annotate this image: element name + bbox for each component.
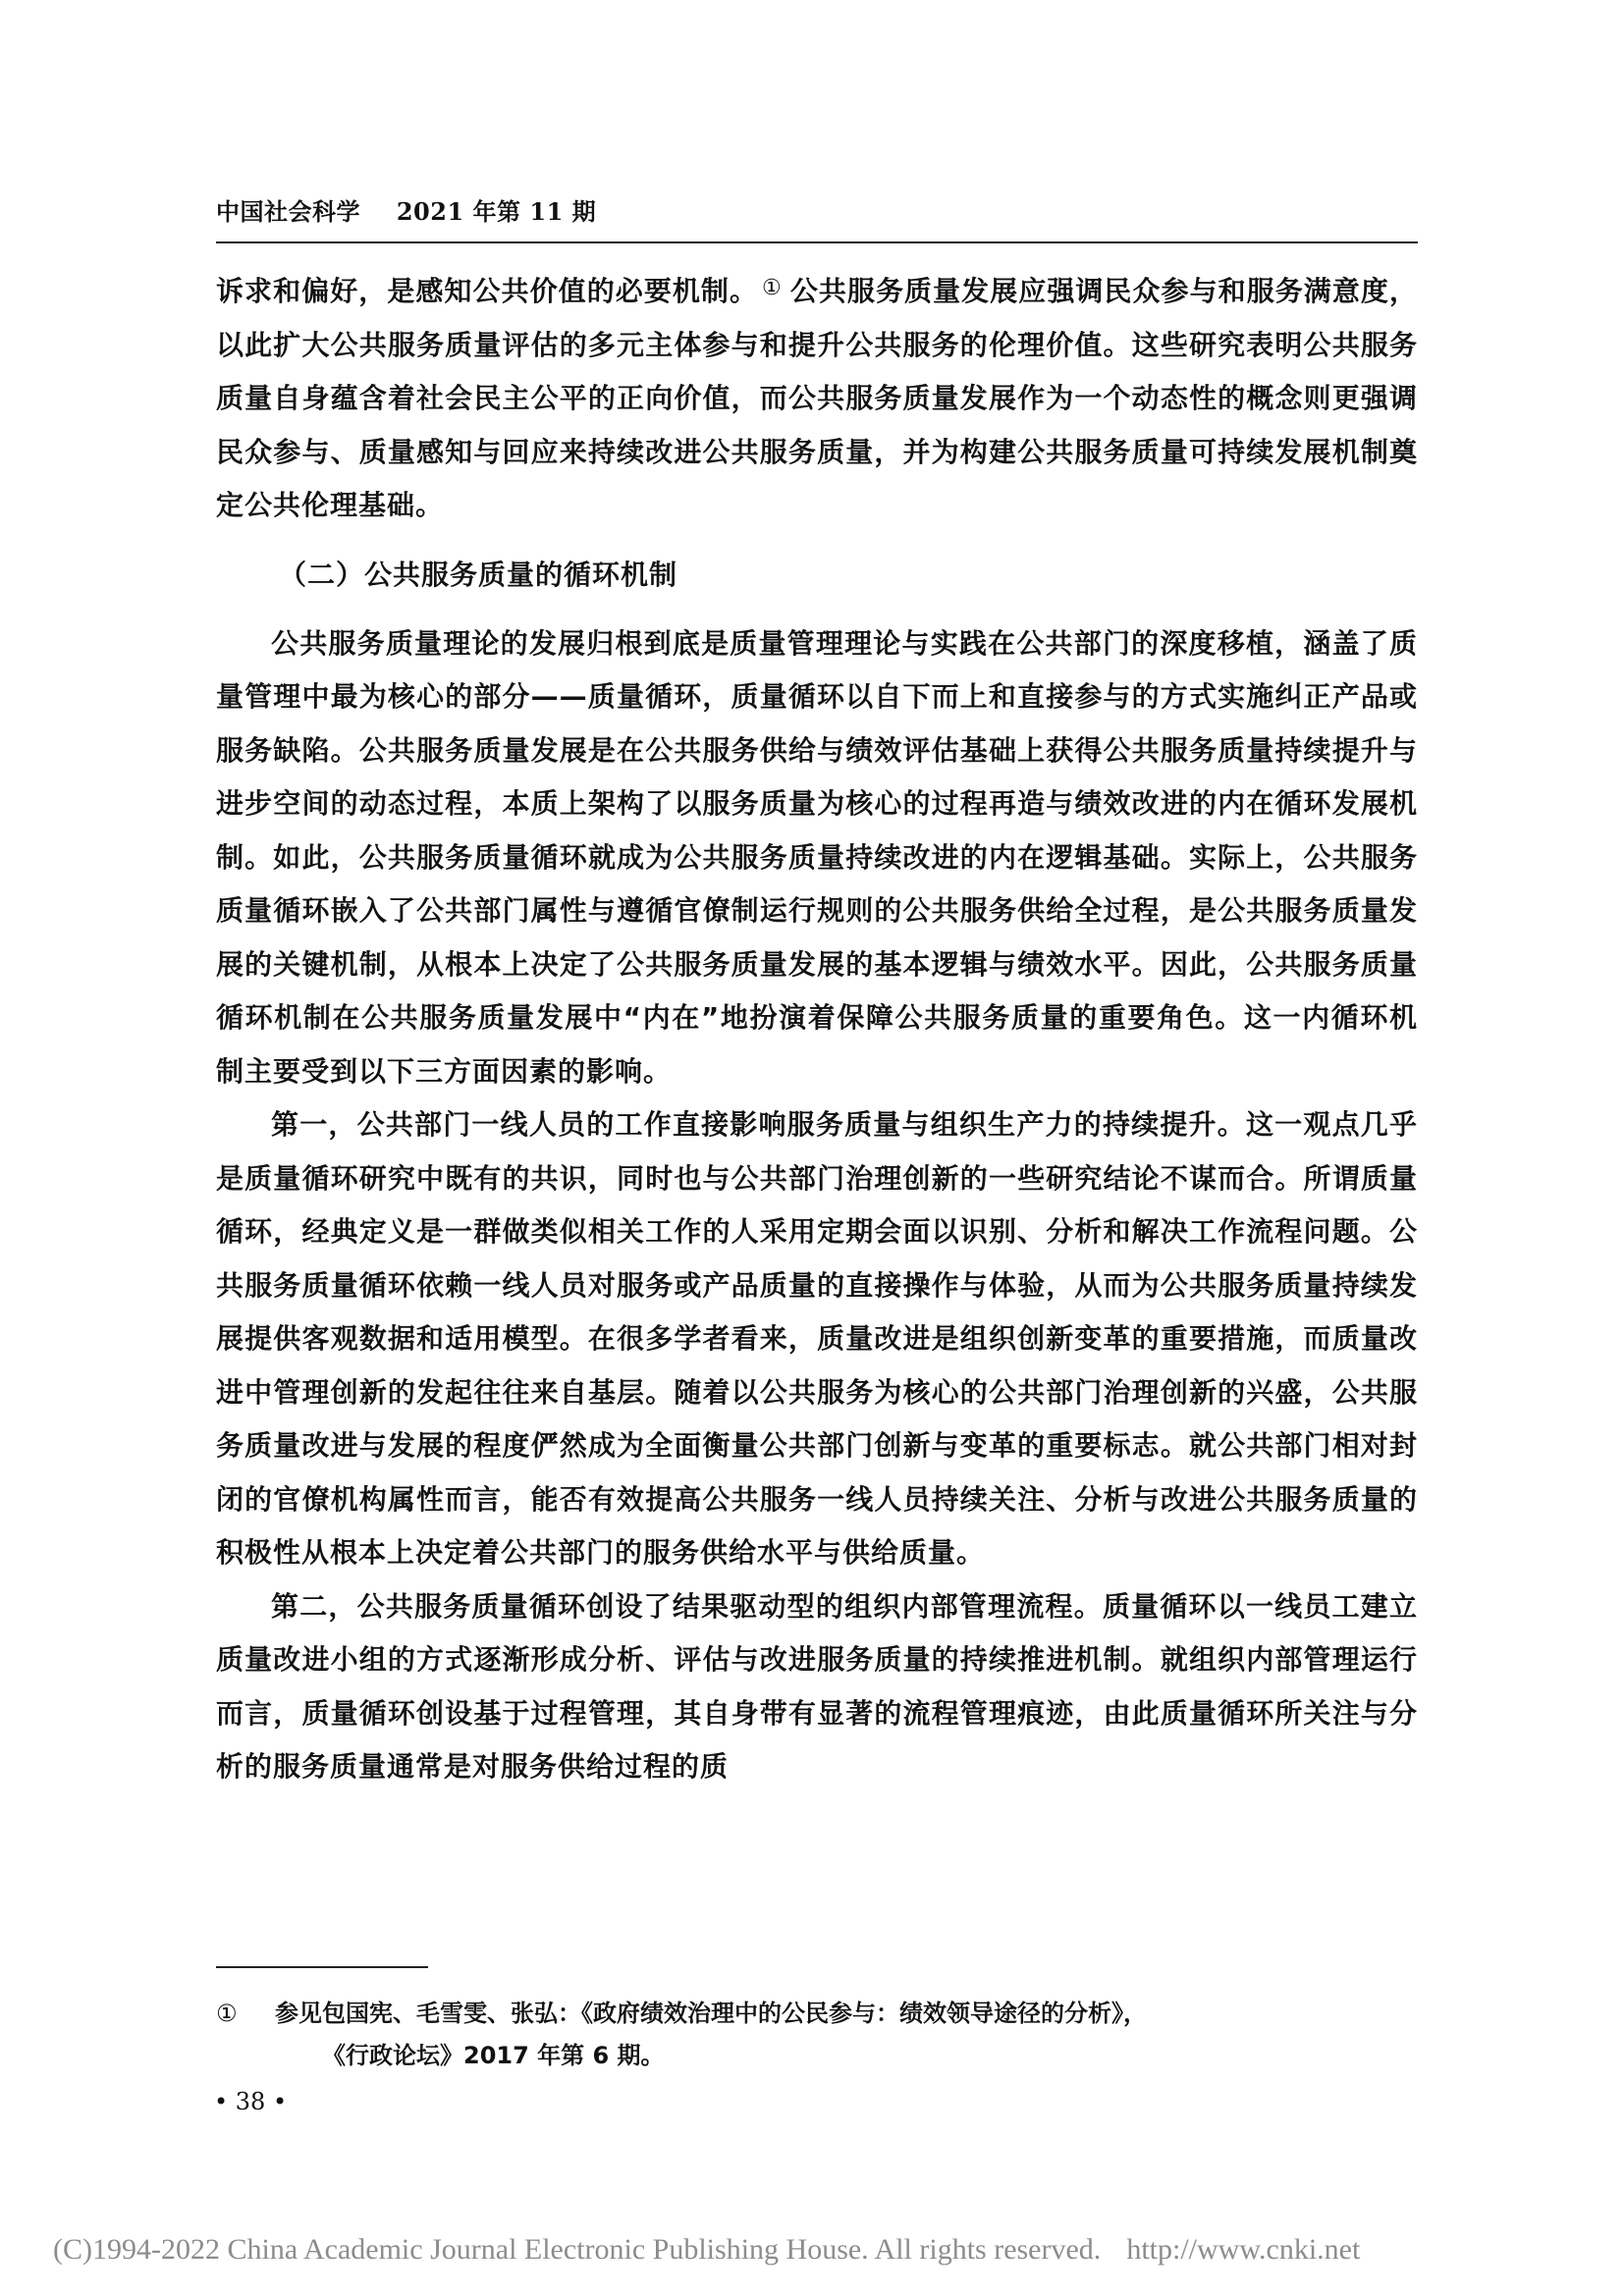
paragraph: 公共服务质量理论的发展归根到底是质量管理理论与实践在公共部门的深度移植，涵盖了质量管理中最为核心的部分——质量循环，质量循环以自下而上和直接参与的方式实施纠正产品或服务缺陷。公共服务质量发展是在公共服务供给与绩效评估基础上获得公共服务质量持续提升与进步空间的动态过程，本质上架构了以服务质量为核心的过程再造与绩效改进的内在循环发展机制。如此，公共服务质量循环就成为公共服务质量持续改进的内在逻辑基础。实际上，公共服务质量循环嵌入了公共部门属性与遵循官僚制运行规则的公共服务供给全过程，是公共服务质量发展的关键机制，从根本上决定了公共服务质量发展的基本逻辑与绩效水平。因此，公共服务质量循环机制在公共服务质量发展中“内在”地扮演着保障公共服务质量的重要角色。这一内循环机制主要受到以下三方面因素的影响。 (216, 626, 1418, 1088)
copyright-text: (C)1994-2022 China Academic Journal Electronic Publishing House. All rights reserved. (53, 2233, 1102, 2266)
paragraph-text: 诉求和偏好，是感知公共价值的必要机制。 (216, 275, 759, 307)
journal-title: 中国社会科学 (216, 198, 360, 226)
footnote-marker: ① (216, 2000, 238, 2027)
footnote-reference[interactable]: ① (762, 276, 783, 300)
footnote-text: 参见包国宪、毛雪雯、张弘：《政府绩效治理中的公民参与：绩效领导途径的分析》， (275, 2000, 1147, 2027)
copyright-url[interactable]: http://www.cnki.net (1126, 2233, 1361, 2266)
footnote-separator (216, 1966, 428, 1968)
paragraph-text: 公共服务质量发展应强调民众参与和服务满意度，以此扩大公共服务质量评估的多元主体参与和提升公共服务的伦理价值。这些研究表明公共服务质量自身蕴含着社会民主公平的正向价值，而公共服务质量发展作为一个动态性的概念则更强调民众参与、质量感知与回应来持续改进公共服务质量，并为构建公共服务质量可持续发展机制奠定公共伦理基础。 (216, 275, 1418, 521)
page-number: • 38 • (214, 2088, 288, 2115)
paragraph: 第二，公共服务质量循环创设了结果驱动型的组织内部管理流程。质量循环以一线员工建立质量改进小组的方式逐渐形成分析、评估与改进服务质量的持续推进机制。就组织内部管理运行而言，质量循环创设基于过程管理，其自身带有显著的流程管理痕迹，由此质量循环所关注与分析的服务质量通常是对服务供给过程的质 (216, 1589, 1418, 1783)
section-heading: （二）公共服务质量的循环机制 (279, 558, 678, 591)
copyright-notice (53, 2230, 1360, 2269)
footnote-line: 《行政论坛》2017 年第 6 期。 (322, 2042, 665, 2069)
paragraph-continued (216, 265, 1418, 533)
running-header (216, 194, 1418, 230)
footnote-line (216, 1993, 1418, 2035)
footnote (216, 1993, 1418, 2077)
article-body (216, 265, 1418, 1794)
header-rule (216, 241, 1418, 243)
issue-label: 2021 年第 11 期 (396, 197, 597, 226)
paragraph: 第一，公共部门一线人员的工作直接影响服务质量与组织生产力的持续提升。这一观点几乎是质量循环研究中既有的共识，同时也与公共部门治理创新的一些研究结论不谋而合。所谓质量循环，经典定义是一群做类似相关工作的人采用定期会面以识别、分析和解决工作流程问题。公共服务质量循环依赖一线人员对服务或产品质量的直接操作与体验，从而为公共服务质量持续发展提供客观数据和适用模型。在很多学者看来，质量改进是组织创新变革的重要措施，而质量改进中管理创新的发起往往来自基层。随着以公共服务为核心的公共部门治理创新的兴盛，公共服务质量改进与发展的程度俨然成为全面衡量公共部门创新与变革的重要标志。就公共部门相对封闭的官僚机构属性而言，能否有效提高公共服务一线人员持续关注、分析与改进公共服务质量的积极性从根本上决定着公共部门的服务供给水平与供给质量。 (216, 1108, 1418, 1569)
